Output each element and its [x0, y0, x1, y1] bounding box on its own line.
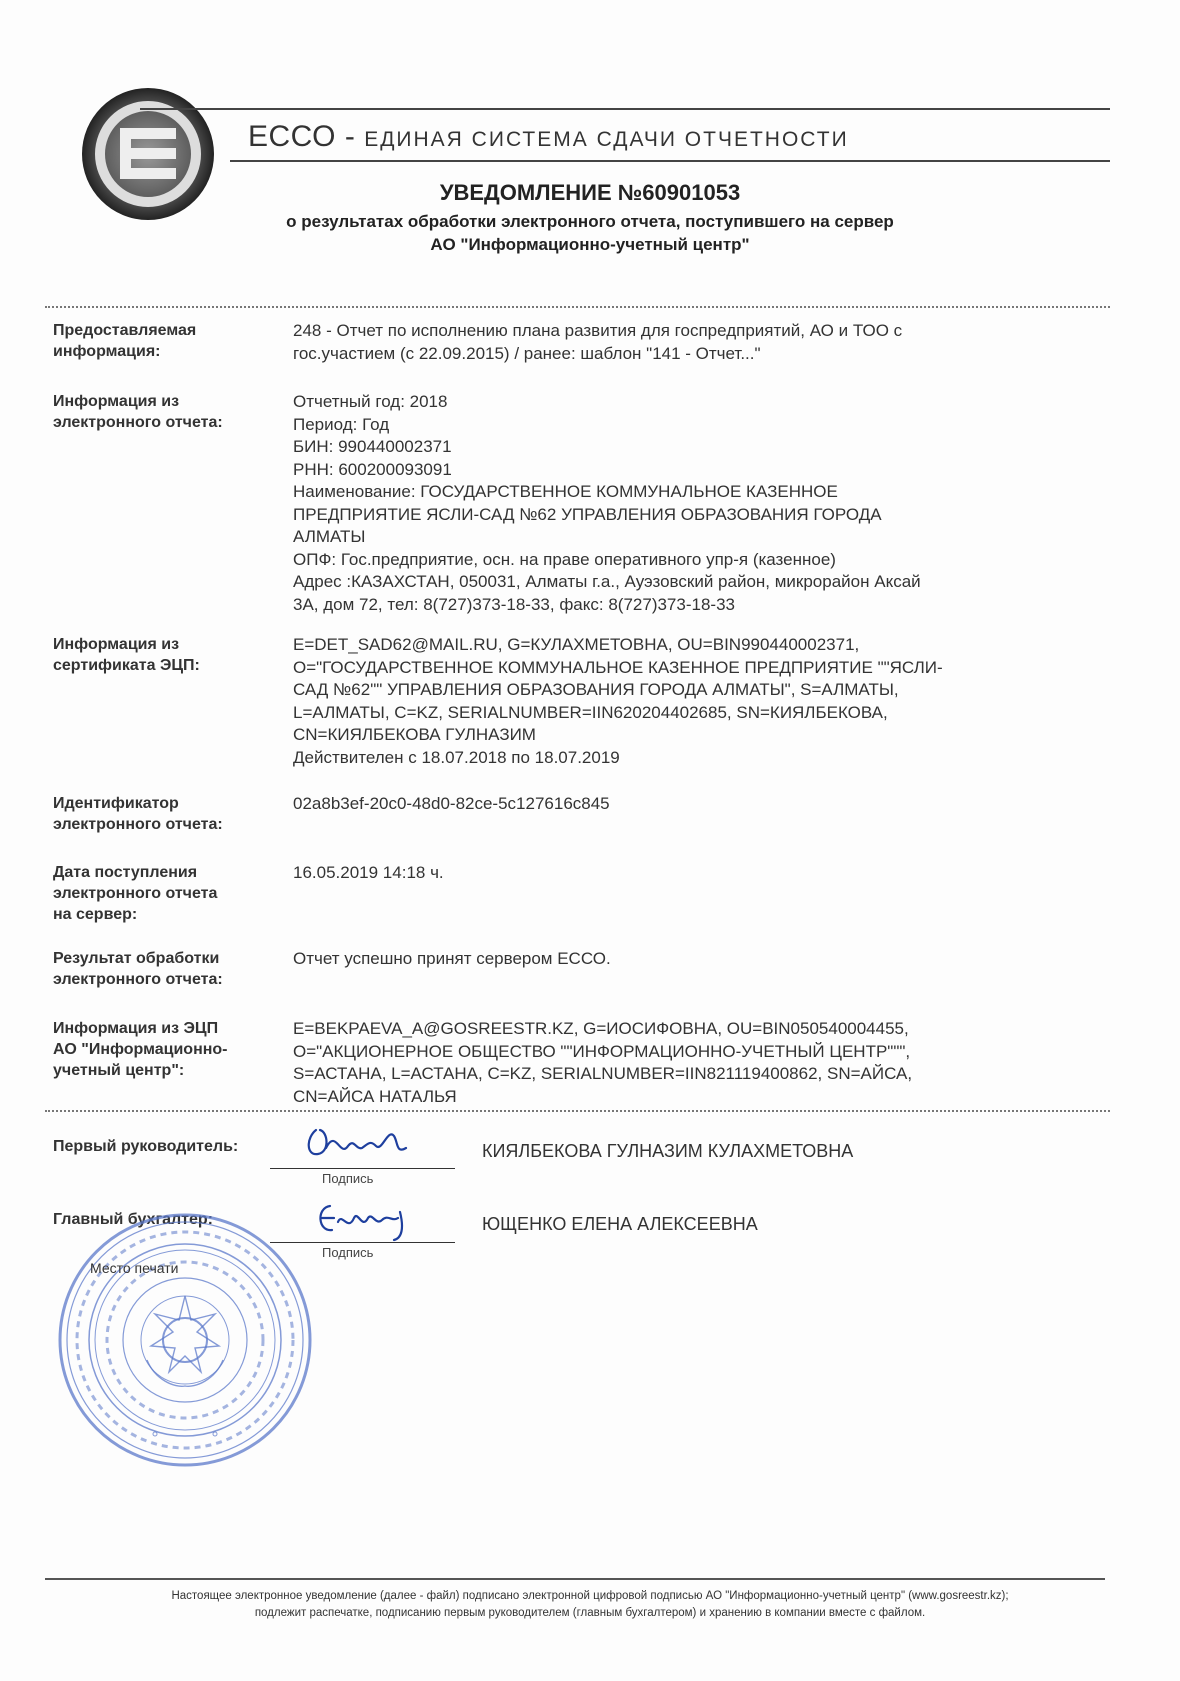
- accountant-label: Главный бухгалтер:: [53, 1211, 214, 1228]
- field-label: Результат обработки электронного отчета:: [53, 950, 223, 988]
- field-value: Отчет успешно принят сервером ЕССО.: [293, 949, 611, 968]
- director-signature-line: [270, 1168, 455, 1169]
- footer-line-2: подлежит распечатке, подписанию первым руководителем (главным бухгалтером) и хранению в компании вместе с файлом.: [254, 1607, 926, 1619]
- footer-rule: [45, 1578, 1105, 1580]
- field-label: Информация из электронного отчета:: [53, 393, 223, 431]
- brand-abbr: ЕССО: [248, 120, 337, 153]
- field-label: Информация из сертификата ЭЦП:: [53, 636, 200, 674]
- director-signature: [296, 1118, 426, 1168]
- brand-title: [248, 120, 849, 154]
- director-label: Первый руководитель:: [53, 1138, 239, 1155]
- footer-line-1: Настоящее электронное уведомление (далее - файл) подписано электронной цифровой подписью АО "Информационно-учетный центр" (www.gosreestr.kz);: [171, 1590, 1009, 1602]
- brand-dash: -: [336, 120, 365, 153]
- field-value: E=DET_SAD62@MAIL.RU, G=КУЛАХМЕТОВНА, OU=BIN990440002371, O="ГОСУДАРСТВЕННОЕ КОММУНАЛЬНОЕ КАЗЕННОЕ ПРЕДПРИЯТИЕ ""ЯСЛИ- САД №62"" УПРАВЛЕНИЯ ОБРАЗОВАНИЯ ГОРОДА АЛМАТЫ", S=АЛМАТЫ, L=АЛМАТЫ, C=KZ, SERIALNUMBER=IIN620204402685, SN=КИЯЛБЕКОВА, CN=КИЯЛБЕКОВА ГУЛНАЗИМ Действителен с 18.07.2018 по 18.07.2019: [293, 635, 943, 767]
- director-signature-caption: Подпись: [322, 1171, 374, 1186]
- brand-full: ЕДИНАЯ СИСТЕМА СДАЧИ ОТЧЕТНОСТИ: [364, 128, 849, 151]
- accountant-signature: [308, 1192, 418, 1242]
- notice-title: УВЕДОМЛЕНИЕ №60901053: [439, 180, 741, 205]
- header-rule-top: [140, 108, 1110, 110]
- header-rule-bottom: [230, 160, 1110, 162]
- field-label: Предоставляемая информация:: [53, 322, 197, 360]
- official-stamp: [55, 1210, 315, 1470]
- divider-bottom: [45, 1110, 1110, 1112]
- notice-subtitle-2: АО "Информационно-учетный центр": [430, 235, 750, 254]
- field-label: Информация из ЭЦП АО "Информационно- учетный центр":: [53, 1020, 228, 1079]
- field-value: E=BEKPAEVA_A@GOSREESTR.KZ, G=ИОСИФОВНА, OU=BIN050540004455, O="АКЦИОНЕРНОЕ ОБЩЕСТВО ""ИНФОРМАЦИОННО-УЧЕТНЫЙ ЦЕНТР""", S=АСТАНА, L=АСТАНА, C=KZ, SERIALNUMBER=IIN821119400862, SN=АЙСА, CN=АЙСА НАТАЛЬЯ: [293, 1019, 913, 1106]
- notice-subtitle-1: о результатах обработки электронного отчета, поступившего на сервер: [286, 212, 894, 231]
- director-name: КИЯЛБЕКОВА ГУЛНАЗИМ КУЛАХМЕТОВНА: [482, 1141, 854, 1161]
- accountant-name: ЮЩЕНКО ЕЛЕНА АЛЕКСЕЕВНА: [482, 1214, 758, 1234]
- field-value: Отчетный год: 2018 Период: Год БИН: 990440002371 РНН: 600200093091 Наименование: ГОСУДАРСТВЕННОЕ КОММУНАЛЬНОЕ КАЗЕННОЕ ПРЕДПРИЯТИЕ ЯСЛИ-САД №62 УПРАВЛЕНИЯ ОБРАЗОВАНИЯ ГОРОДА АЛМАТЫ ОПФ: Гос.предприятие, осн. на праве оперативного упр-я (казенное) Адрес :КАЗАХСТАН, 050031, Алматы г.а., Ауэзовский район, микрорайон Аксай 3А, дом 72, тел: 8(727)373-18-33, факс: 8(727)373-18-33: [293, 392, 921, 614]
- field-value: 02a8b3ef-20c0-48d0-82ce-5c127616c845: [293, 794, 610, 813]
- field-value: 16.05.2019 14:18 ч.: [293, 863, 444, 882]
- field-label: Идентификатор электронного отчета:: [53, 795, 223, 833]
- field-label: Дата поступления электронного отчета на сервер:: [53, 864, 218, 923]
- divider-top: [45, 306, 1110, 308]
- stamp-caption: Место печати: [90, 1260, 179, 1276]
- field-value: 248 - Отчет по исполнению плана развития для госпредприятий, АО и ТОО с гос.участием (с 22.09.2015) / ранее: шаблон "141 - Отчет...": [293, 321, 903, 363]
- accountant-signature-caption: Подпись: [322, 1245, 374, 1260]
